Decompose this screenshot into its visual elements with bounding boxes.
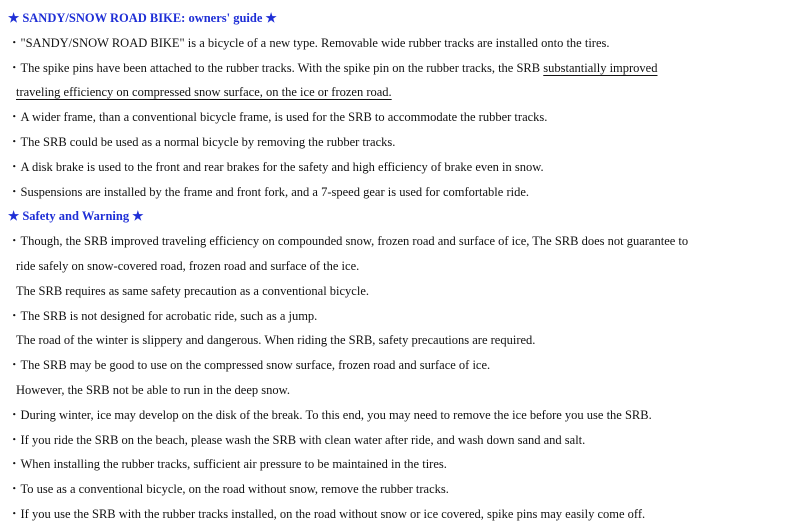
safety-item-continued: The road of the winter is slippery and dangerous. When riding the SRB, safety precautions are required. (16, 333, 536, 348)
safety-item: ・The SRB may be good to use on the compressed snow surface, frozen road and surface of ice. (8, 358, 491, 373)
safety-item-continued: The SRB requires as same safety precaution as a conventional bicycle. (16, 283, 370, 298)
safety-item: ・If you use the SRB with the rubber tracks installed, on the road without snow or ice covered, spike pins may easily come off. (8, 506, 646, 521)
safety-item: ・Though, the SRB improved traveling efficiency on compounded snow, frozen road and surface of ice, The SRB does not guarantee to (8, 234, 689, 249)
guide-item-wider-frame: ・A wider frame, than a conventional bicycle frame, is used for the SRB to accommodate the rubber tracks. (8, 110, 548, 125)
safety-item-continued: However, the SRB not be able to run in the deep snow. (16, 382, 290, 397)
guide-item-suspensions: ・Suspensions are installed by the frame and front fork, and a 7-speed gear is used for comfortable ride. (8, 184, 530, 199)
safety-title: ★ Safety and Warning ★ (8, 209, 144, 224)
guide-item-spike-pins-continued (8, 80, 795, 105)
guide-item-spike-pins-text: ・The spike pins have been attached to the rubber tracks. With the spike pin on the rubber tracks, the SRB (8, 60, 544, 75)
guide-item-new-type: ・"SANDY/SNOW ROAD BIKE" is a bicycle of a new type. Removable wide rubber tracks are installed onto the tires. (8, 35, 610, 50)
underlined-phrase-continued: traveling efficiency on compressed snow surface, on the ice or frozen road. (16, 85, 392, 100)
safety-item: ・The SRB is not designed for acrobatic ride, such as a jump. (8, 308, 318, 323)
underlined-phrase: substantially improved (543, 60, 658, 75)
guide-item-disk-brake: ・A disk brake is used to the front and rear brakes for the safety and high efficiency of brake even in snow. (8, 159, 544, 174)
safety-item-continued: ride safely on snow-covered road, frozen road and surface of the ice. (16, 258, 360, 273)
guide-title: ★ SANDY/SNOW ROAD BIKE: owners' guide ★ (8, 11, 277, 25)
safety-item: ・When installing the rubber tracks, sufficient air pressure to be maintained in the tires. (8, 457, 447, 472)
safety-item: ・To use as a conventional bicycle, on the road without snow, remove the rubber tracks. (8, 482, 449, 497)
safety-item: ・If you ride the SRB on the beach, please wash the SRB with clean water after ride, and wash down sand and salt. (8, 432, 586, 447)
safety-item: ・During winter, ice may develop on the disk of the break. To this end, you may need to remove the ice before you use the SRB. (8, 407, 652, 422)
guide-item-normal-bicycle: ・The SRB could be used as a normal bicycle by removing the rubber tracks. (8, 134, 396, 149)
guide-item-spike-pins (8, 56, 795, 81)
